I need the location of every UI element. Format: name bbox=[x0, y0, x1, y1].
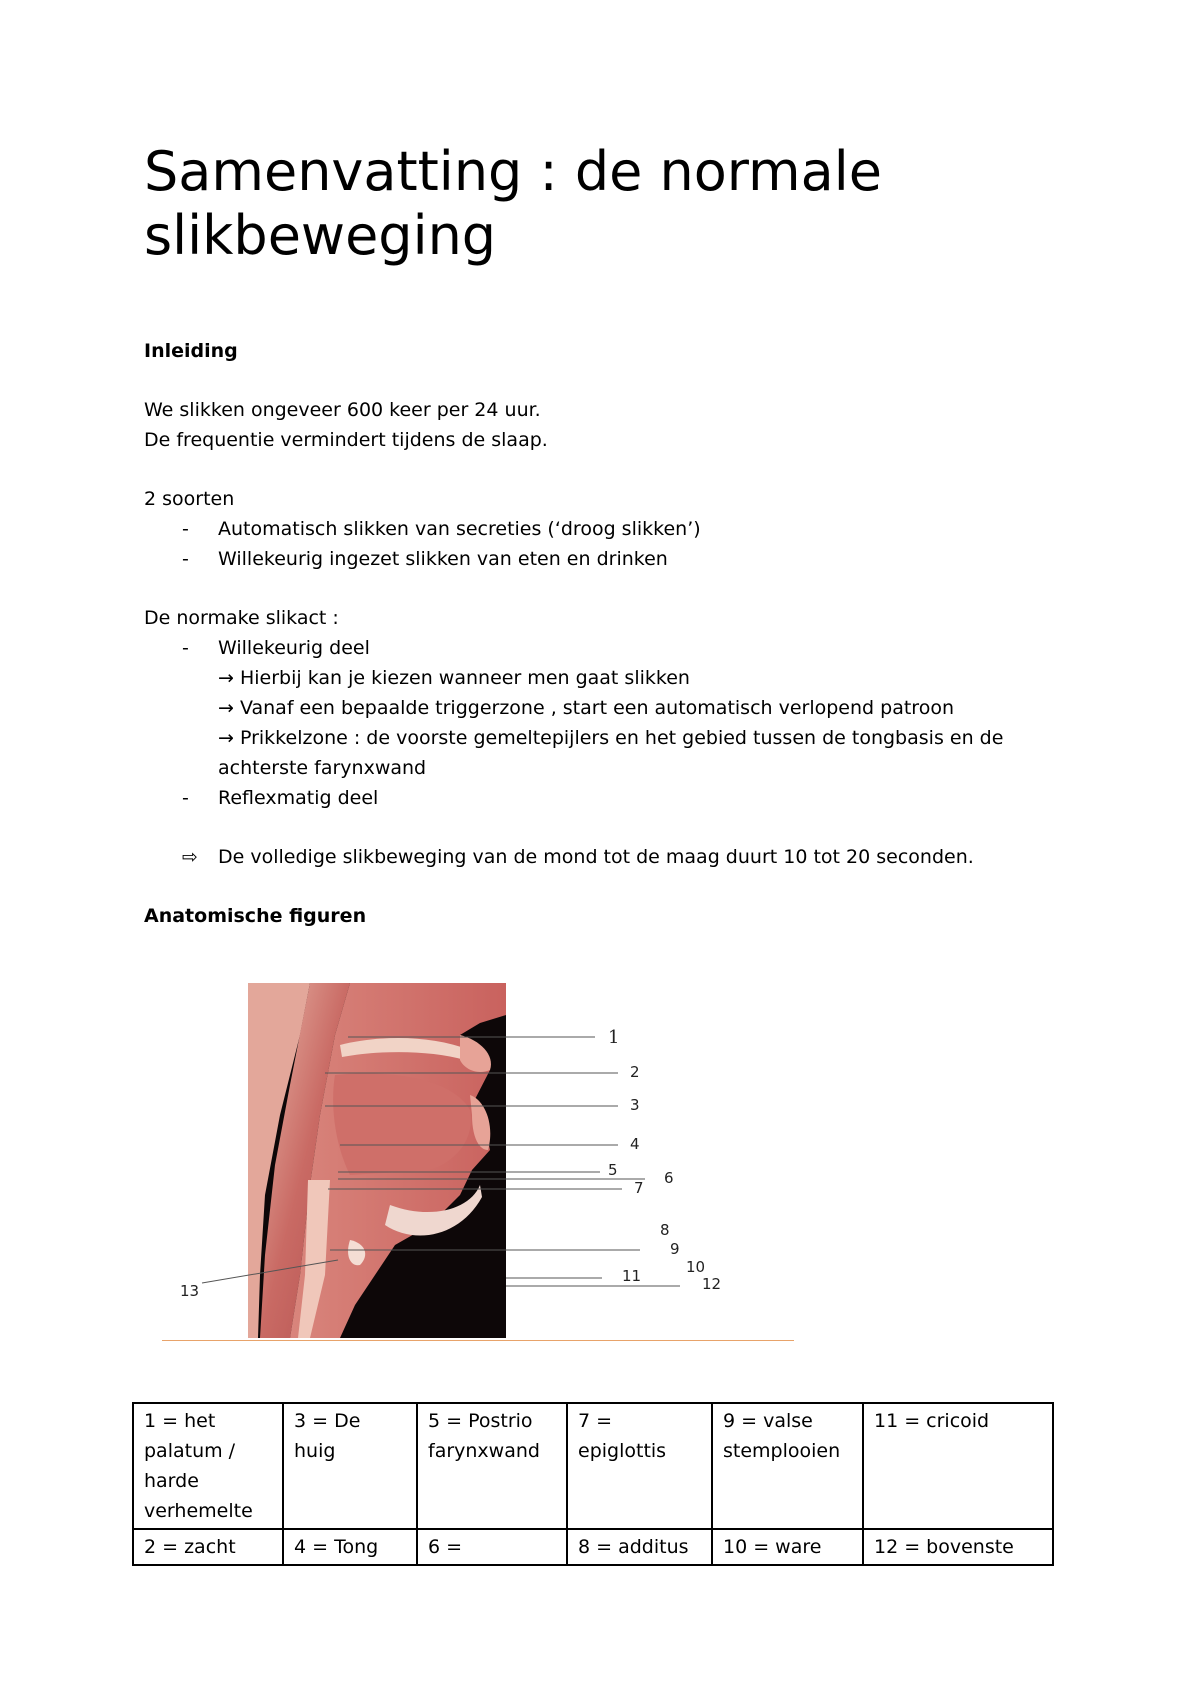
table-row bbox=[133, 1403, 1053, 1529]
act-heading: De normake slikact : bbox=[144, 607, 339, 629]
table-cell: 1 = het palatum / harde verhemelte bbox=[133, 1403, 283, 1529]
legend-table bbox=[132, 1402, 1054, 1566]
table-cell: 11 = cricoid bbox=[863, 1403, 1053, 1529]
act-voluntary: Willekeurig deel bbox=[218, 637, 370, 659]
intro-line-1: We slikken ongeveer 600 keer per 24 uur. bbox=[144, 399, 541, 421]
section-heading-figures: Anatomische figuren bbox=[144, 905, 367, 927]
figure-label-6: 6 bbox=[664, 1169, 674, 1187]
hollow-arrow-icon: ⇨ bbox=[182, 846, 198, 868]
page-title: Samenvatting : de normale slikbeweging bbox=[144, 140, 882, 267]
figure-label-8: 8 bbox=[660, 1221, 670, 1239]
act-reflex: Reflexmatig deel bbox=[218, 787, 379, 809]
bullet-dash: - bbox=[182, 518, 189, 540]
table-cell: 8 = additus bbox=[567, 1529, 712, 1565]
types-item-1: Automatisch slikken van secreties (‘droog slikken’) bbox=[218, 518, 701, 540]
bullet-dash: - bbox=[182, 637, 189, 659]
figure-label-12: 12 bbox=[702, 1275, 722, 1293]
table-cell: 10 = ware bbox=[712, 1529, 863, 1565]
figure-label-11: 11 bbox=[622, 1267, 642, 1285]
figure-label-1: 1 bbox=[608, 1027, 620, 1048]
section-heading-inleiding: Inleiding bbox=[144, 340, 238, 362]
table-cell: 6 = bbox=[417, 1529, 567, 1565]
table-cell: 12 = bovenste bbox=[863, 1529, 1053, 1565]
figure-label-7: 7 bbox=[634, 1179, 644, 1197]
figure-label-2: 2 bbox=[630, 1063, 640, 1081]
table-cell: 7 = epiglottis bbox=[567, 1403, 712, 1529]
table-row bbox=[133, 1529, 1053, 1565]
figure-label-4: 4 bbox=[630, 1135, 640, 1153]
table-cell: 5 = Postrio farynxwand bbox=[417, 1403, 567, 1529]
figure-divider bbox=[162, 1340, 794, 1341]
arrow-item-1 bbox=[218, 663, 690, 693]
right-arrow-icon: → bbox=[218, 667, 234, 689]
table-cell: 4 = Tong bbox=[283, 1529, 417, 1565]
arrow-item-3 bbox=[218, 723, 1003, 753]
bullet-dash: - bbox=[182, 787, 189, 809]
bullet-dash: - bbox=[182, 548, 189, 570]
table-cell: 3 = De huig bbox=[283, 1403, 417, 1529]
figure-label-3: 3 bbox=[630, 1096, 640, 1114]
anatomy-figure bbox=[160, 975, 800, 1345]
figure-label-13: 13 bbox=[180, 1282, 200, 1300]
figure-label-10: 10 bbox=[686, 1258, 706, 1276]
arrow-item-2 bbox=[218, 693, 954, 723]
intro-line-2: De frequentie vermindert tijdens de slaap. bbox=[144, 429, 548, 451]
arrow-item-text: Prikkelzone : de voorste gemeltepijlers en het gebied tussen de tongbasis en de bbox=[239, 727, 1004, 749]
table-cell: 9 = valse stemplooien bbox=[712, 1403, 863, 1529]
right-arrow-icon: → bbox=[218, 697, 234, 719]
types-heading: 2 soorten bbox=[144, 488, 235, 510]
conclusion-text: De volledige slikbeweging van de mond tot de maag duurt 10 tot 20 seconden. bbox=[218, 846, 974, 868]
figure-label-9: 9 bbox=[670, 1240, 680, 1258]
figure-label-5: 5 bbox=[608, 1161, 618, 1179]
arrow-item-text: Hierbij kan je kiezen wanneer men gaat slikken bbox=[239, 667, 690, 689]
types-item-2: Willekeurig ingezet slikken van eten en drinken bbox=[218, 548, 668, 570]
arrow-item-3-continued: achterste farynxwand bbox=[218, 757, 427, 779]
right-arrow-icon: → bbox=[218, 727, 234, 749]
table-cell: 2 = zacht bbox=[133, 1529, 283, 1565]
arrow-item-text: Vanaf een bepaalde triggerzone , start een automatisch verlopend patroon bbox=[239, 697, 954, 719]
